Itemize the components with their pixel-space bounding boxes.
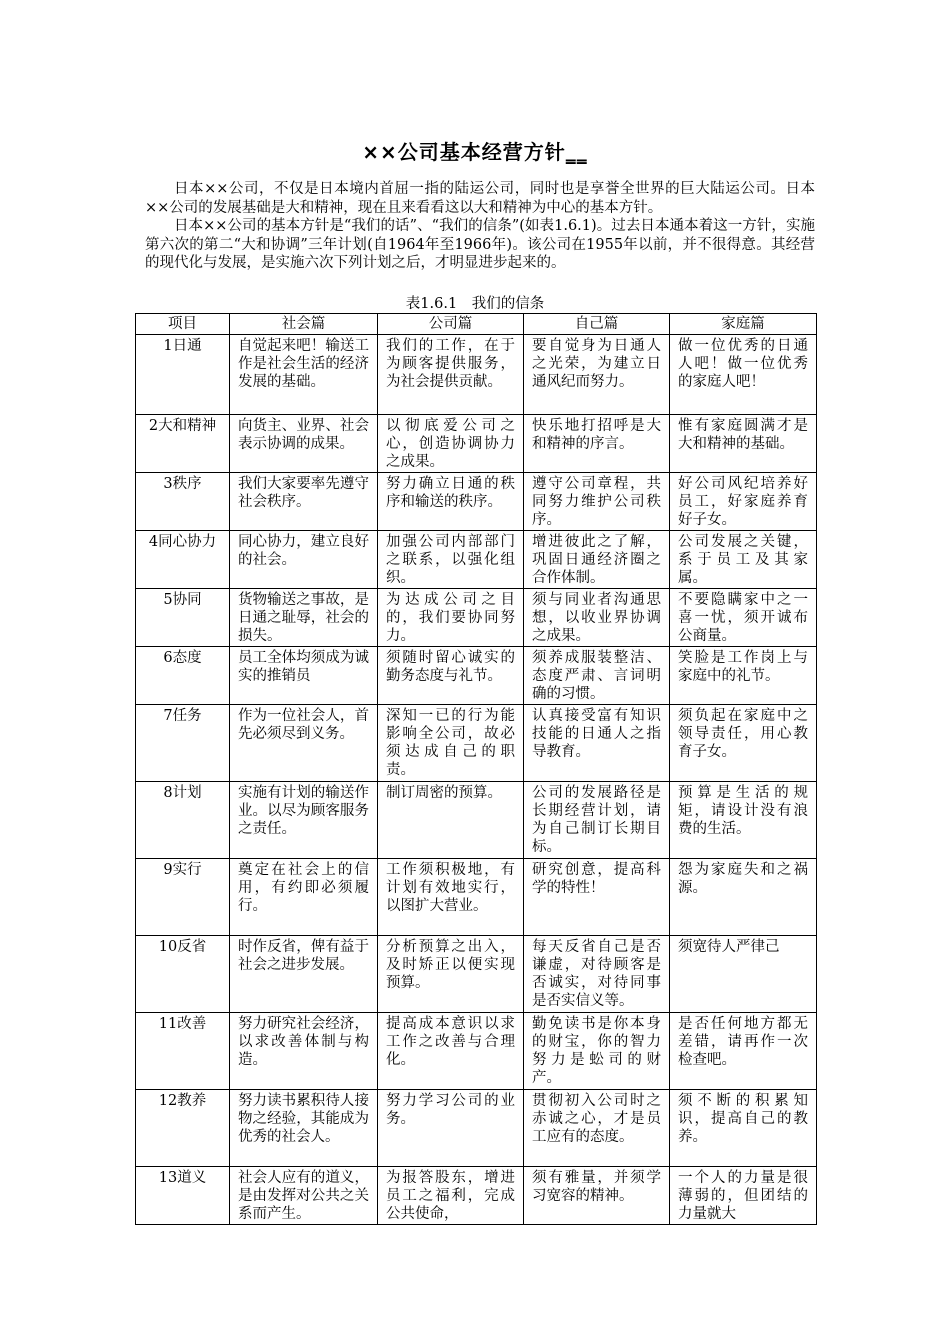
table-cell: 贯彻初入公司时之赤诚之心，才是员工应有的态度。 — [524, 1090, 670, 1167]
table-cell: 笑脸是工作岗上与家庭中的礼节。 — [670, 647, 817, 705]
table-cell: 增进彼此之了解，巩固日通经济圈之合作体制。 — [524, 531, 670, 589]
table-cell: 分析预算之出入，及时矫正以便实现预算。 — [378, 936, 524, 1013]
table-cell: 货物输送之事故，是日通之耻辱，社会的损失。 — [230, 589, 378, 647]
item-cell: 12教养 — [136, 1090, 230, 1167]
table-cell: 研究创意，提高科学的特性！ — [524, 859, 670, 936]
header-cell: 项目 — [136, 314, 230, 335]
table-cell: 努力学习公司的业务。 — [378, 1090, 524, 1167]
table-cell: 须有雅量，并须学习宽容的精神。 — [524, 1167, 670, 1225]
table-cell: 须与同业者沟通思想，以收业界协调之成果。 — [524, 589, 670, 647]
table-cell: 努力读书累积待人接物之经验，其能成为优秀的社会人。 — [230, 1090, 378, 1167]
table-cell: 好公司风纪培养好员工，好家庭养育好子女。 — [670, 473, 817, 531]
table-cell: 为达成公司之目的，我们要协同努力。 — [378, 589, 524, 647]
table-row — [136, 705, 817, 782]
item-cell: 1日通 — [136, 335, 230, 415]
table-cell: 实施有计划的输送作业。以尽为顾客服务之责任。 — [230, 782, 378, 859]
item-cell: 9实行 — [136, 859, 230, 936]
item-cell: 3秩序 — [136, 473, 230, 531]
table-cell: 制订周密的预算。 — [378, 782, 524, 859]
table-cell: 我们大家要率先遵守社会秩序。 — [230, 473, 378, 531]
table-row — [136, 647, 817, 705]
table-cell: 不要隐瞒家中之一喜一忧，须开诚布公商量。 — [670, 589, 817, 647]
table-cell: 社会人应有的道义，是由发挥对公共之关系而产生。 — [230, 1167, 378, 1225]
table-cell: 努力确立日通的秩序和输送的秩序。 — [378, 473, 524, 531]
table-row — [136, 1090, 817, 1167]
table-cell: 是否任何地方都无差错，请再作一次检查吧。 — [670, 1013, 817, 1090]
table-cell: 须负起在家庭中之领导责任，用心教育子女。 — [670, 705, 817, 782]
header-cell: 社会篇 — [230, 314, 378, 335]
table-cell: 遵守公司章程，共同努力维护公司秩序。 — [524, 473, 670, 531]
table-row — [136, 859, 817, 936]
table-row — [136, 531, 817, 589]
table-cell: 加强公司内部部门之联系，以强化组织。 — [378, 531, 524, 589]
table-cell: 须不断的积累知识，提高自己的教养。 — [670, 1090, 817, 1167]
header-cell: 自己篇 — [524, 314, 670, 335]
document-title: ××公司基本经营方针‗‗ — [362, 140, 588, 164]
item-cell: 7任务 — [136, 705, 230, 782]
intro-paragraph: 日本××公司，不仅是日本境内首屈一指的陆运公司，同时也是享誉全世界的巨大陆运公司。日本××公司的发展基础是大和精神，现在且来看看这以大和精神为中心的基本方针。 — [145, 181, 815, 216]
table-caption: 表1.6.1 我们的信条 — [405, 296, 545, 312]
table-cell: 向货主、业界、社会表示协调的成果。 — [230, 415, 378, 473]
table-row — [136, 335, 817, 415]
table-cell: 须随时留心诚实的勤务态度与礼节。 — [378, 647, 524, 705]
item-cell: 8计划 — [136, 782, 230, 859]
table-cell: 预算是生活的规矩，请设计没有浪费的生活。 — [670, 782, 817, 859]
item-cell: 2大和精神 — [136, 415, 230, 473]
header-cell: 公司篇 — [378, 314, 524, 335]
table-cell: 勤免读书是你本身的财宝，你的智力努力是蚣司的财产。 — [524, 1013, 670, 1090]
table-cell: 公司的发展路径是长期经营计划，请为自己制订长期目标。 — [524, 782, 670, 859]
table-cell: 每天反省自己是否谦虚，对待顾客是否诚实，对待同事是否实信义等。 — [524, 936, 670, 1013]
table-cell: 认真接受富有知识技能的日通人之指导教育。 — [524, 705, 670, 782]
intro-paragraph: 日本××公司的基本方针是“我们的话”、“我们的信条”(如表1.6.1)。过去日本通本着这一方针，实施第六次的第二“大和协调”三年计划(自1964年至1966年)。该公司在1955年以前，并不很得意。其经营的现代化与发展，是实施六次下列计划之后，才明显进步起来的。 — [145, 218, 815, 271]
intro-text — [145, 180, 815, 273]
item-cell: 13道义 — [136, 1167, 230, 1225]
table-cell: 做一位优秀的日通人吧！做一位优秀的家庭人吧！ — [670, 335, 817, 415]
table-cell: 提高成本意识以求工作之改善与合理化。 — [378, 1013, 524, 1090]
table-cell: 公司发展之关键，系于员工及其家属。 — [670, 531, 817, 589]
table-cell: 作为一位社会人，首先必须尽到义务。 — [230, 705, 378, 782]
table-cell: 怨为家庭失和之祸源。 — [670, 859, 817, 936]
table-cell: 员工全体均须成为诚实的推销员 — [230, 647, 378, 705]
table-cell: 努力研究社会经济，以求改善体制与构造。 — [230, 1013, 378, 1090]
table-cell: 一个人的力量是很薄弱的，但团结的力量就大 — [670, 1167, 817, 1225]
table-cell: 以彻底爱公司之心，创造协调协力之成果。 — [378, 415, 524, 473]
header-cell: 家庭篇 — [670, 314, 817, 335]
table-cell: 为报答股东，增进员工之福利，完成公共使命， — [378, 1167, 524, 1225]
item-cell: 10反省 — [136, 936, 230, 1013]
table-cell: 要自觉身为日通人之光荣，为建立日通风纪而努力。 — [524, 335, 670, 415]
item-cell: 6态度 — [136, 647, 230, 705]
creed-table — [135, 313, 817, 1225]
table-cell: 须宽待人严律己 — [670, 936, 817, 1013]
table-cell: 自觉起来吧！输送工作是社会生活的经济发展的基础。 — [230, 335, 378, 415]
table-row — [136, 589, 817, 647]
table-row — [136, 473, 817, 531]
table-body — [136, 335, 817, 1225]
table-row — [136, 415, 817, 473]
table-row — [136, 1167, 817, 1225]
table-cell: 须养成服装整洁、态度严肃、言词明确的习惯。 — [524, 647, 670, 705]
table-cell: 我们的工作，在于为顾客提供服务，为社会提供贡献。 — [378, 335, 524, 415]
item-cell: 4同心协力 — [136, 531, 230, 589]
table-row — [136, 782, 817, 859]
item-cell: 11改善 — [136, 1013, 230, 1090]
table-cell: 深知一已的行为能影响全公司，故必须达成自己的职责。 — [378, 705, 524, 782]
item-cell: 5协同 — [136, 589, 230, 647]
table-cell: 工作须积极地，有计划有效地实行，以图扩大营业。 — [378, 859, 524, 936]
table-row — [136, 1013, 817, 1090]
table-header-row — [136, 314, 817, 335]
table-row — [136, 936, 817, 1013]
table-cell: 奠定在社会上的信用，有约即必须履行。 — [230, 859, 378, 936]
table-cell: 时作反省，俾有益于社会之进步发展。 — [230, 936, 378, 1013]
table-cell: 快乐地打招呼是大和精神的序言。 — [524, 415, 670, 473]
table-cell: 同心协力，建立良好的社会。 — [230, 531, 378, 589]
table-cell: 惟有家庭圆满才是大和精神的基础。 — [670, 415, 817, 473]
